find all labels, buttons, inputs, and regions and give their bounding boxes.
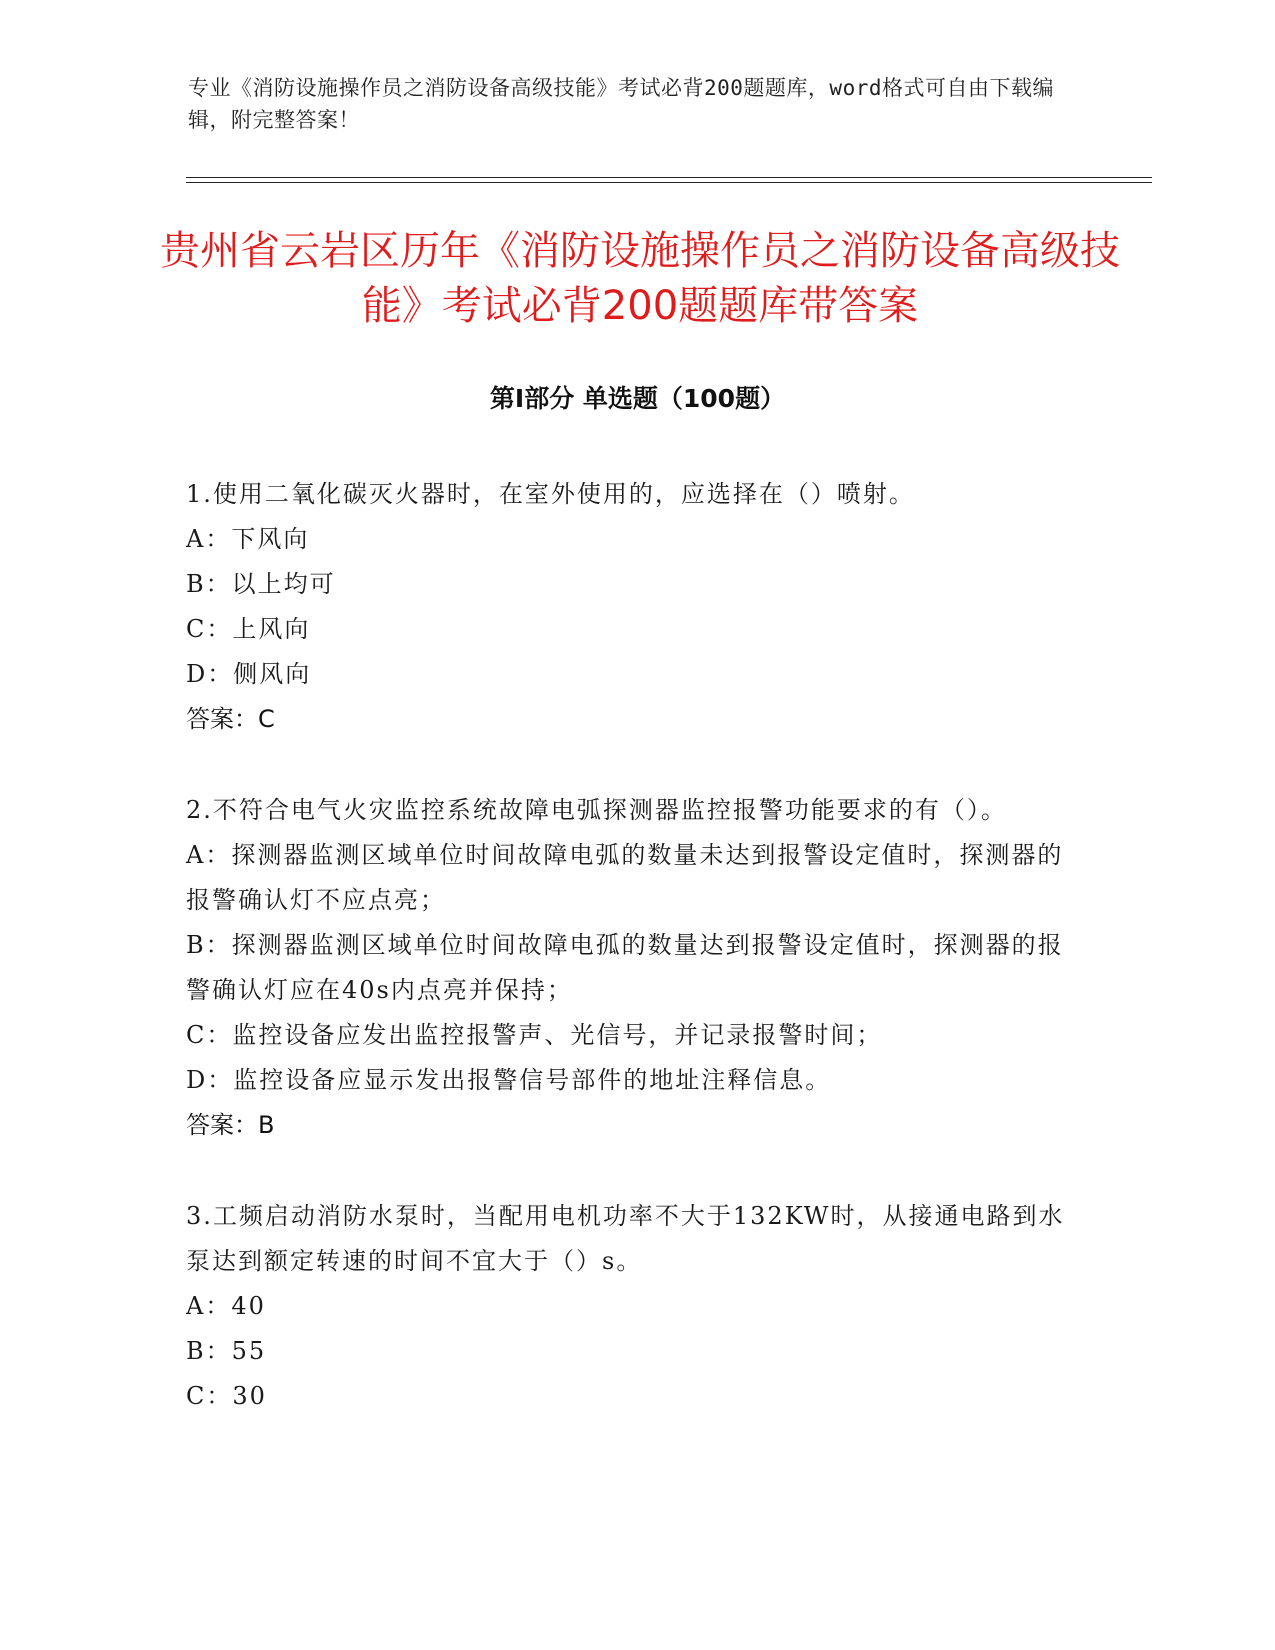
option-b: B：以上均可 <box>186 570 336 598</box>
option-d: D：监控设备应显示发出报警信号部件的地址注释信息。 <box>186 1066 832 1094</box>
answer: 答案：C <box>186 705 275 733</box>
option-d: D：侧风向 <box>186 660 312 688</box>
question-3 <box>186 1194 1066 1419</box>
option-a: A：探测器监测区域单位时间故障电弧的数量未达到报警设定值时，探测器的报警确认灯不应点亮； <box>186 841 1064 914</box>
document-title: 贵州省云岩区历年《消防设施操作员之消防设备高级技能》考试必背200题题库带答案 <box>160 228 1120 329</box>
answer: 答案：B <box>186 1111 275 1139</box>
question-list <box>186 472 1066 1465</box>
question-1 <box>186 472 1066 742</box>
option-a: A：下风向 <box>186 525 310 553</box>
option-c: C：监控设备应发出监控报警声、光信号，并记录报警时间； <box>186 1021 883 1049</box>
question-2 <box>186 788 1066 1148</box>
option-b: B：探测器监测区域单位时间故障电孤的数量达到报警设定值时，探测器的报警确认灯应在40s内点亮并保持； <box>186 931 1064 1004</box>
option-a: A：40 <box>186 1292 266 1320</box>
header-note: 专业《消防设施操作员之消防设备高级技能》考试必背200题题库，word格式可自由下载编辑，附完整答案！ <box>188 76 1054 132</box>
question-stem: 2.不符合电气火灾监控系统故障电弧探测器监控报警功能要求的有（）。 <box>186 796 1007 824</box>
option-c: C：上风向 <box>186 615 311 643</box>
option-c: C：30 <box>186 1382 267 1410</box>
question-stem: 1.使用二氧化碳灭火器时，在室外使用的，应选择在（）喷射。 <box>186 480 915 508</box>
section-title: 第Ⅰ部分 单选题（100题） <box>489 384 786 413</box>
header-rule-top <box>186 177 1152 178</box>
header-rule-bottom <box>186 182 1152 183</box>
option-b: B：55 <box>186 1337 267 1365</box>
question-stem: 3.工频启动消防水泵时，当配用电机功率不大于132KW时，从接通电路到水泵达到额定转速的时间不宜大于（）s。 <box>186 1202 1065 1275</box>
